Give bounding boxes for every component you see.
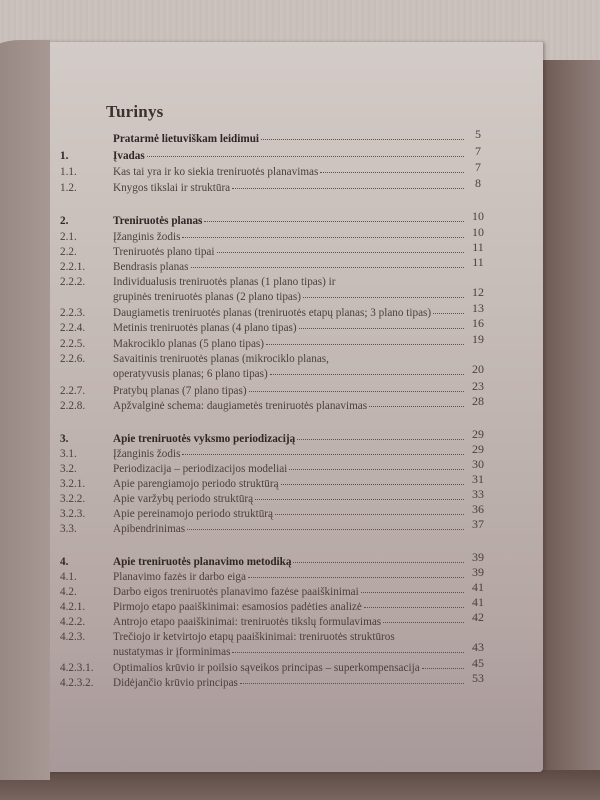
toc-entry-page: 13 bbox=[472, 301, 484, 315]
toc-entry-label: Metinis treniruotės planas (4 plano tipas) bbox=[113, 322, 297, 334]
toc-entry-page: 10 bbox=[472, 209, 484, 223]
toc-entry-label: Knygos tikslai ir struktūra bbox=[113, 182, 231, 194]
toc-entry bbox=[60, 550, 492, 571]
dot-leader bbox=[303, 296, 464, 298]
dot-leader bbox=[422, 667, 464, 669]
toc-entry-number: 3.3. bbox=[60, 523, 77, 535]
dot-leader bbox=[249, 390, 464, 392]
toc-entry-label: Individualusis treniruotės planas (1 plano tipas) ir bbox=[113, 276, 336, 288]
toc-entry-label: Pratarmė lietuviškam leidimui bbox=[113, 133, 260, 145]
toc-entry bbox=[60, 176, 492, 197]
toc-entry bbox=[60, 656, 492, 677]
dot-leader bbox=[275, 513, 464, 515]
toc-entry-page: 19 bbox=[472, 332, 484, 346]
toc-entry-number: 4.2.1. bbox=[60, 601, 86, 613]
toc-entry bbox=[60, 671, 492, 692]
toc-entry-page: 29 bbox=[472, 427, 484, 441]
toc-entry bbox=[60, 502, 492, 523]
dot-leader bbox=[293, 561, 464, 563]
toc-entry-page: 7 bbox=[475, 144, 481, 158]
toc-entry bbox=[60, 144, 492, 165]
toc-entry-page: 8 bbox=[475, 176, 481, 190]
toc-entry-number: 2.1. bbox=[60, 231, 77, 243]
dot-leader bbox=[182, 453, 464, 455]
toc-entry bbox=[60, 580, 492, 601]
toc-entry bbox=[60, 595, 492, 616]
toc-entry-label: Apibendrinimas bbox=[113, 523, 186, 535]
toc-entry-page: 42 bbox=[472, 610, 484, 624]
toc-entry-label: Daugiametis treniruotės planas (treniruotės etapų planas; 3 plano tipas) bbox=[113, 307, 432, 319]
dot-leader bbox=[255, 498, 464, 500]
toc-entry bbox=[60, 332, 492, 353]
toc-entry-label: Apie treniruotės planavimo metodiką bbox=[113, 556, 292, 568]
toc-entry-number: 3.2. bbox=[60, 463, 77, 475]
toc-entry-page: 29 bbox=[472, 442, 484, 456]
toc-entry-page: 31 bbox=[472, 472, 484, 486]
toc-entry-number: 2.2.7. bbox=[60, 385, 86, 397]
toc-entry-label: Įžanginis žodis bbox=[113, 231, 181, 243]
dot-leader bbox=[187, 528, 464, 530]
toc-entry bbox=[60, 630, 492, 646]
toc-entry bbox=[60, 487, 492, 508]
toc-entry bbox=[60, 301, 492, 322]
toc-title: Turinys bbox=[106, 102, 164, 121]
toc-entry-label: Trečiojo ir ketvirtojo etapų paaiškinimai: treniruotės struktūros bbox=[113, 631, 395, 643]
toc-entry-label-continued: grupinės treniruotės planas (2 plano tipas) bbox=[113, 291, 301, 303]
dot-leader bbox=[369, 405, 464, 407]
toc-entry bbox=[60, 209, 492, 230]
toc-entry-label: Makrociklo planas (5 plano tipas) bbox=[113, 338, 264, 350]
dot-leader bbox=[297, 438, 464, 440]
toc-entry bbox=[60, 565, 492, 586]
toc-entry-page: 23 bbox=[472, 379, 484, 393]
dot-leader bbox=[232, 187, 464, 189]
toc-entry-page: 53 bbox=[472, 671, 484, 685]
dot-leader bbox=[299, 327, 464, 329]
dot-leader bbox=[289, 468, 464, 470]
toc-entry bbox=[60, 379, 492, 400]
toc-entry-label: Antrojo etapo paaiškinimai: treniruotės tikslų formulavimas bbox=[113, 616, 382, 628]
toc-entry-continuation bbox=[60, 362, 492, 383]
dot-leader bbox=[281, 483, 464, 485]
toc-entry-page: 16 bbox=[472, 316, 484, 330]
toc-entry-label-continued: nustatymas ir įforminimas bbox=[113, 646, 231, 658]
toc-entry-label: Apie pereinamojo periodo struktūrą bbox=[113, 508, 273, 520]
dot-leader bbox=[204, 220, 464, 222]
toc-entry bbox=[60, 352, 492, 368]
dot-leader bbox=[361, 591, 464, 593]
toc-entry-number: 2.2.6. bbox=[60, 353, 86, 365]
toc-entry-label: Pratybų planas (7 plano tipas) bbox=[113, 385, 247, 397]
toc-entry-label: Didėjančio krūvio principas bbox=[113, 677, 238, 689]
toc-entry-number: 3.1. bbox=[60, 448, 77, 460]
toc-entry-label: Optimalios krūvio ir poilsio sąveikos principas – superkompensacija bbox=[113, 662, 420, 674]
toc-entry-continuation bbox=[60, 640, 492, 661]
toc-entry-label: Planavimo fazės ir darbo eiga bbox=[113, 571, 246, 583]
toc-entry-label: Apžvalginė schema: daugiametės treniruotės planavimas bbox=[113, 400, 368, 412]
toc-entry-page: 20 bbox=[472, 362, 484, 376]
toc-entry-number: 2.2.3. bbox=[60, 307, 86, 319]
toc-entry-label: Apie parengiamojo periodo struktūrą bbox=[113, 478, 279, 490]
toc-entry-page: 11 bbox=[472, 240, 484, 254]
toc-entry bbox=[60, 517, 492, 538]
toc-entry bbox=[60, 457, 492, 478]
toc-entry-number: 2.2.1. bbox=[60, 261, 86, 273]
toc-entry-page: 41 bbox=[472, 580, 484, 594]
toc-entry-label: Periodizacija – periodizacijos modeliai bbox=[113, 463, 288, 475]
dot-leader bbox=[261, 138, 464, 140]
toc-entry-number: 2. bbox=[60, 215, 69, 227]
toc-entry-label: Savaitinis treniruotės planas (mikrociklo planas, bbox=[113, 353, 329, 365]
toc-entry-label: Treniruotės planas bbox=[113, 215, 203, 227]
toc-entry-page: 30 bbox=[472, 457, 484, 471]
toc-entry-number: 2.2.2. bbox=[60, 276, 86, 288]
toc-entry-label: Pirmojo etapo paaiškinimai: esamosios padėties analizė bbox=[113, 601, 362, 613]
dot-leader bbox=[383, 621, 464, 623]
toc-entry bbox=[60, 225, 492, 246]
toc-entry-label: Kas tai yra ir ko siekia treniruotės planavimas bbox=[113, 166, 319, 178]
toc-entry-number: 2.2.5. bbox=[60, 338, 86, 350]
toc-entry bbox=[60, 255, 492, 276]
toc-entry-label: Įvadas bbox=[113, 150, 145, 162]
toc-entry-page: 33 bbox=[472, 487, 484, 501]
toc-entry bbox=[60, 160, 492, 181]
toc-entry-label: Bendrasis planas bbox=[113, 261, 189, 273]
toc-entry-page: 45 bbox=[472, 656, 484, 670]
toc-entry bbox=[60, 240, 492, 261]
toc-entry-number: 1.1. bbox=[60, 166, 77, 178]
toc-entry bbox=[60, 275, 492, 291]
toc-entry-page: 5 bbox=[475, 127, 481, 141]
dot-leader bbox=[182, 236, 464, 238]
toc-entry-number: 1.2. bbox=[60, 182, 77, 194]
toc-entry-number: 2.2.4. bbox=[60, 322, 86, 334]
toc-entry-label: Apie treniruotės vyksmo periodizaciją bbox=[113, 433, 296, 445]
toc-entry-number: 4.1. bbox=[60, 571, 77, 583]
toc-entry-page: 39 bbox=[472, 565, 484, 579]
dot-leader bbox=[266, 343, 464, 345]
toc-entry-number: 4.2.3.1. bbox=[60, 662, 94, 674]
toc-entry bbox=[60, 442, 492, 463]
dot-leader bbox=[270, 373, 464, 375]
toc-entry bbox=[60, 427, 492, 448]
toc-entry-label: Treniruotės plano tipai bbox=[113, 246, 215, 258]
toc-entry-page: 36 bbox=[472, 502, 484, 516]
toc-entry-label: Apie varžybų periodo struktūrą bbox=[113, 493, 254, 505]
toc-entry-number: 4.2.3.2. bbox=[60, 677, 94, 689]
toc-entry bbox=[60, 610, 492, 631]
toc-entry-number: 2.2. bbox=[60, 246, 77, 258]
dot-leader bbox=[191, 266, 465, 268]
toc-entry-page: 28 bbox=[472, 394, 484, 408]
toc-entry-page: 7 bbox=[475, 160, 481, 174]
toc-entry-number: 4. bbox=[60, 556, 69, 568]
toc-entry-number: 3.2.3. bbox=[60, 508, 86, 520]
toc-entry-number: 4.2.2. bbox=[60, 616, 86, 628]
toc-entry-page: 43 bbox=[472, 640, 484, 654]
toc-entry-number: 3. bbox=[60, 433, 69, 445]
toc-entry-continuation bbox=[60, 285, 492, 306]
toc-entry-number: 4.2.3. bbox=[60, 631, 86, 643]
dot-leader bbox=[433, 312, 464, 314]
dot-leader bbox=[240, 682, 464, 684]
toc-entry bbox=[60, 316, 492, 337]
dot-leader bbox=[320, 171, 464, 173]
toc-entry-page: 10 bbox=[472, 225, 484, 239]
toc-entry-page: 41 bbox=[472, 595, 484, 609]
toc-entry-number: 3.2.2. bbox=[60, 493, 86, 505]
toc-entry-label: Įžanginis žodis bbox=[113, 448, 181, 460]
dot-leader bbox=[248, 576, 464, 578]
toc-entry-page: 11 bbox=[472, 255, 484, 269]
dot-leader bbox=[217, 251, 464, 253]
toc-entry-page: 12 bbox=[472, 285, 484, 299]
toc-entry-number: 3.2.1. bbox=[60, 478, 86, 490]
toc-entry-page: 39 bbox=[472, 550, 484, 564]
toc-entry bbox=[60, 472, 492, 493]
toc-entry-number: 2.2.8. bbox=[60, 400, 86, 412]
toc-entry bbox=[60, 127, 492, 148]
toc-entry-label-continued: operatyvusis planas; 6 plano tipas) bbox=[113, 368, 268, 380]
toc-entry bbox=[60, 394, 492, 415]
dot-leader bbox=[232, 651, 464, 653]
dot-leader bbox=[147, 155, 464, 157]
toc-entry-page: 37 bbox=[472, 517, 484, 531]
dot-leader bbox=[364, 606, 464, 608]
toc-entry-number: 4.2. bbox=[60, 586, 77, 598]
toc-entry-label: Darbo eigos treniruotės planavimo fazėse paaiškinimai bbox=[113, 586, 359, 598]
toc-entry-number: 1. bbox=[60, 150, 69, 162]
